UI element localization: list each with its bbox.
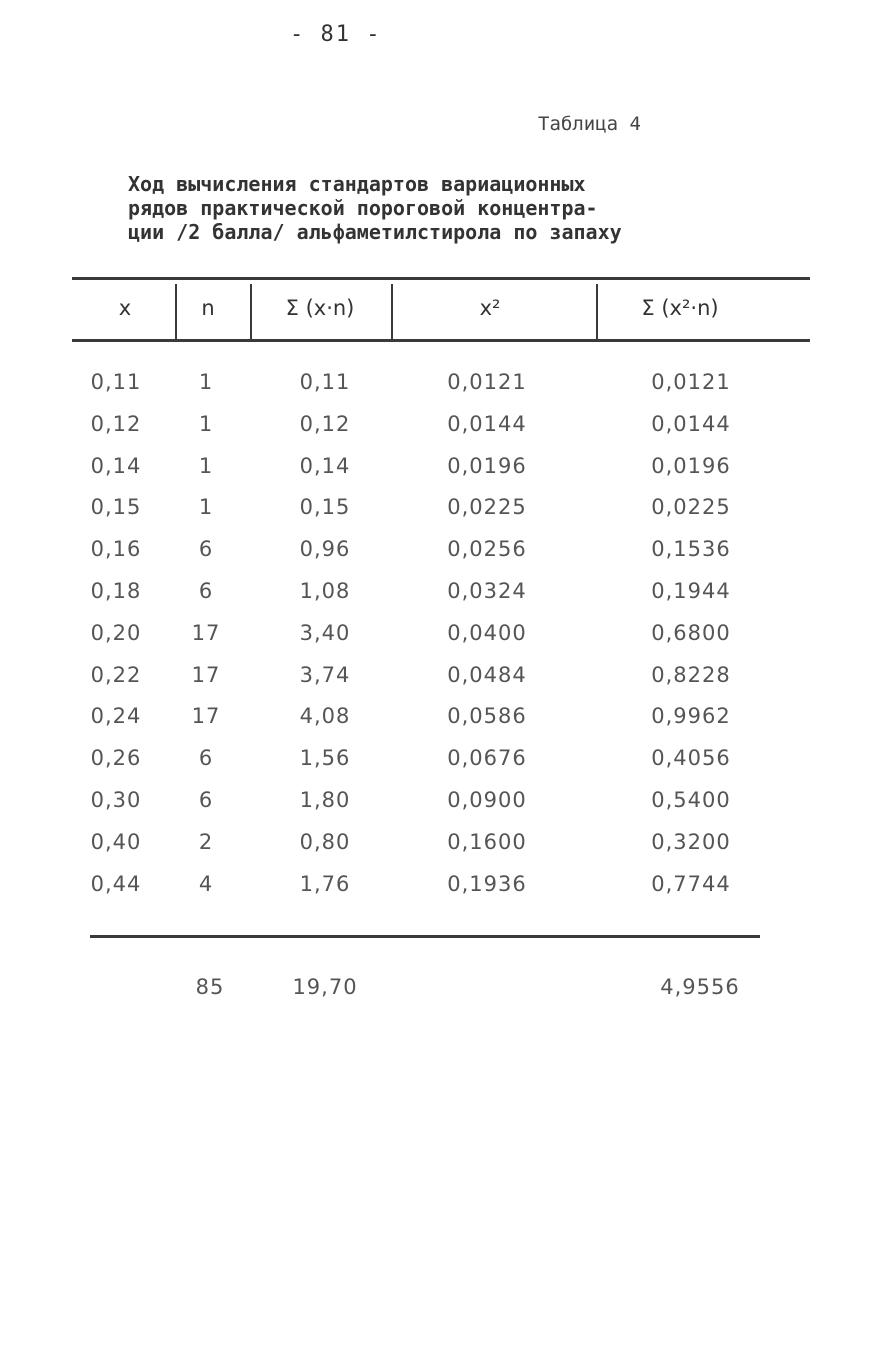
table-row: [0, 412, 883, 442]
cell-sum-x2n: 0,3200: [651, 829, 731, 854]
cell-n: 6: [198, 579, 214, 603]
cell-x: 0,11: [90, 370, 142, 394]
column-divider: [250, 284, 252, 340]
cell-n: 1: [198, 411, 214, 436]
cell-sum-x2n: 0,1536: [651, 537, 731, 562]
cell-sum-xn: 3,40: [299, 620, 351, 645]
table-row: [0, 579, 883, 609]
table-row: [0, 663, 883, 693]
cell-n: 1: [198, 453, 214, 478]
cell-x2: 0,1600: [447, 829, 527, 854]
table-row: [0, 704, 883, 734]
cell-sum-x2n: 0,0144: [651, 411, 731, 436]
header-sum-x2n: Σ (x²·n): [641, 296, 719, 320]
cell-sum-xn: 0,14: [299, 453, 351, 478]
cell-n: 1: [198, 370, 214, 394]
table-row: [0, 788, 883, 818]
table-label: Таблица 4: [538, 113, 641, 135]
cell-x2: 0,0256: [447, 537, 527, 562]
cell-x2: 0,1936: [447, 871, 527, 896]
cell-sum-xn: 0,80: [299, 829, 351, 854]
cell-sum-xn: 0,15: [299, 495, 351, 520]
header-n: n: [201, 296, 215, 320]
cell-n: 6: [198, 746, 214, 771]
cell-x: 0,16: [90, 537, 142, 562]
cell-x2: 0,0484: [447, 662, 527, 687]
page-number: - 81 -: [290, 22, 382, 47]
cell-x: 0,26: [90, 746, 142, 771]
cell-sum-x2n: 0,8228: [651, 662, 731, 687]
cell-sum-xn: 1,76: [299, 871, 351, 896]
cell-x: 0,30: [90, 788, 142, 812]
cell-x: 0,12: [90, 411, 142, 436]
cell-sum-xn: 0,11: [299, 370, 351, 394]
table-row: [0, 621, 883, 651]
cell-n: 2: [198, 829, 214, 854]
cell-sum-xn: 0,12: [299, 411, 351, 436]
total-n: 85: [195, 975, 225, 999]
cell-x2: 0,0586: [447, 704, 527, 729]
cell-n: 17: [191, 620, 221, 645]
cell-x: 0,22: [90, 662, 142, 687]
cell-x2: 0,0225: [447, 495, 527, 520]
table-caption: [128, 172, 728, 244]
cell-sum-xn: 0,96: [299, 537, 351, 562]
totals-rule: [90, 935, 760, 938]
column-divider: [175, 284, 177, 340]
cell-n: 17: [191, 704, 221, 729]
cell-sum-xn: 1,56: [299, 746, 351, 771]
cell-n: 1: [198, 495, 214, 520]
cell-sum-x2n: 0,1944: [651, 579, 731, 603]
table-row: [0, 454, 883, 484]
table-row: [0, 537, 883, 567]
cell-sum-x2n: 0,4056: [651, 746, 731, 771]
cell-sum-x2n: 0,9962: [651, 704, 731, 729]
header-sum-xn: Σ (x·n): [285, 296, 355, 320]
table-row: [0, 495, 883, 525]
caption-line: ции /2 балла/ альфаметилстирола по запаху: [128, 220, 622, 244]
caption-line: Ход вычисления стандартов вариационных: [128, 172, 586, 196]
cell-sum-x2n: 0,0196: [651, 453, 731, 478]
header-bottom-rule: [72, 339, 810, 342]
cell-x: 0,14: [90, 453, 142, 478]
cell-sum-x2n: 0,5400: [651, 788, 731, 812]
cell-x2: 0,0400: [447, 620, 527, 645]
cell-x2: 0,0196: [447, 453, 527, 478]
cell-x: 0,44: [90, 871, 142, 896]
header-x2: x²: [479, 296, 501, 320]
cell-x: 0,40: [90, 829, 142, 854]
cell-n: 6: [198, 537, 214, 562]
total-sum-x2n: 4,9556: [660, 975, 740, 999]
table-row: [0, 370, 883, 400]
cell-n: 6: [198, 788, 214, 812]
cell-sum-x2n: 0,7744: [651, 871, 731, 896]
caption-line: рядов практической пороговой концентра-: [128, 196, 598, 220]
cell-x2: 0,0676: [447, 746, 527, 771]
cell-x2: 0,0324: [447, 579, 527, 603]
cell-sum-xn: 1,80: [299, 788, 351, 812]
cell-x: 0,20: [90, 620, 142, 645]
cell-n: 17: [191, 662, 221, 687]
cell-n: 4: [198, 871, 214, 896]
cell-x: 0,18: [90, 579, 142, 603]
cell-x2: 0,0144: [447, 411, 527, 436]
cell-sum-x2n: 0,0121: [651, 370, 731, 394]
cell-x2: 0,0121: [447, 370, 527, 394]
header-top-rule: [72, 277, 810, 280]
cell-x2: 0,0900: [447, 788, 527, 812]
cell-sum-x2n: 0,0225: [651, 495, 731, 520]
cell-sum-x2n: 0,6800: [651, 620, 731, 645]
table-row: [0, 872, 883, 902]
header-x: x: [118, 296, 132, 320]
table-row: [0, 746, 883, 776]
cell-x: 0,15: [90, 495, 142, 520]
cell-x: 0,24: [90, 704, 142, 729]
column-divider: [596, 284, 598, 340]
total-sum-xn: 19,70: [292, 975, 358, 999]
column-divider: [391, 284, 393, 340]
cell-sum-xn: 4,08: [299, 704, 351, 729]
table-row: [0, 830, 883, 860]
cell-sum-xn: 1,08: [299, 579, 351, 603]
cell-sum-xn: 3,74: [299, 662, 351, 687]
